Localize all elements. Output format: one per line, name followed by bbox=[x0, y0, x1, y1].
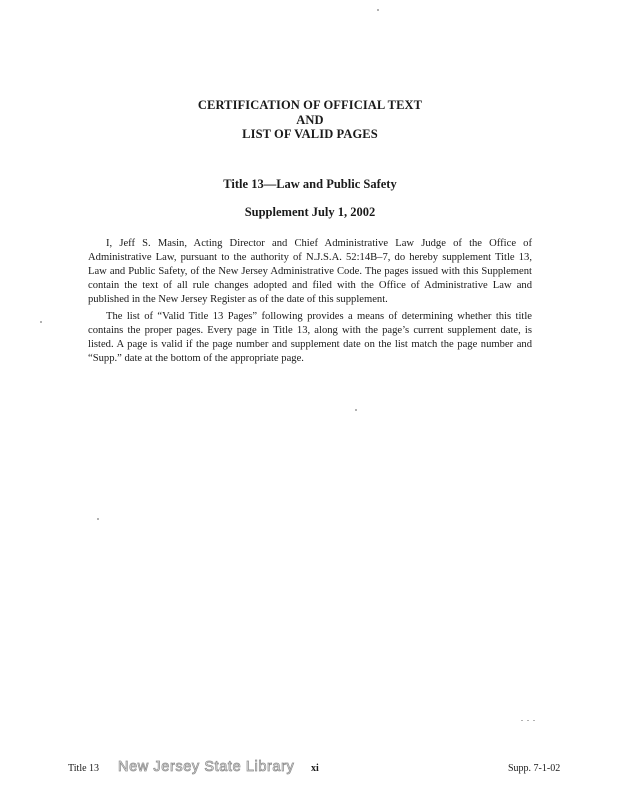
certification-paragraph: I, Jeff S. Masin, Acting Director and Chief Administrative Law Judge of the Office of Administrative Law, pursuant to the authority of N.J.S.A. 52:14B–7, do hereby supplement Title 13, Law and Public Safety, of the New Jersey Administrative Code. The pages issued with this Supplement contain the text of all rule changes adopted and filed with the Office of Administrative Law and published in the New Jersey Register as of the date of this supplement. bbox=[88, 238, 532, 305]
watermark-text: New Jersey State Library bbox=[118, 759, 295, 775]
page-number: xi bbox=[311, 763, 319, 774]
scan-speck bbox=[355, 409, 357, 411]
certification-heading bbox=[0, 98, 620, 142]
scan-speck bbox=[533, 720, 535, 721]
supplement-date: Supp. 7-1-02 bbox=[508, 763, 561, 774]
heading-line-2: AND bbox=[296, 112, 324, 127]
heading-line-3: LIST OF VALID PAGES bbox=[242, 127, 378, 141]
scan-speck bbox=[527, 720, 529, 721]
supplement-heading: Supplement July 1, 2002 bbox=[244, 205, 376, 219]
scan-speck bbox=[377, 9, 379, 11]
scan-speck bbox=[97, 518, 99, 520]
library-watermark bbox=[118, 756, 298, 776]
scan-speck bbox=[521, 720, 523, 721]
scan-speck bbox=[40, 321, 42, 323]
heading-line-1: CERTIFICATION OF OFFICIAL TEXT bbox=[197, 98, 423, 112]
title-heading: Title 13—Law and Public Safety bbox=[223, 177, 397, 191]
valid-pages-paragraph: The list of “Valid Title 13 Pages” following provides a means of determining whether this title contains the proper pages. Every page in Title 13, along with the page’s current supplement date, is listed. A page is valid if the page number and supplement date on the list match the page number and “Supp.” date at the bottom of the appropriate page. bbox=[88, 311, 532, 364]
footer-title: Title 13 bbox=[68, 763, 100, 774]
